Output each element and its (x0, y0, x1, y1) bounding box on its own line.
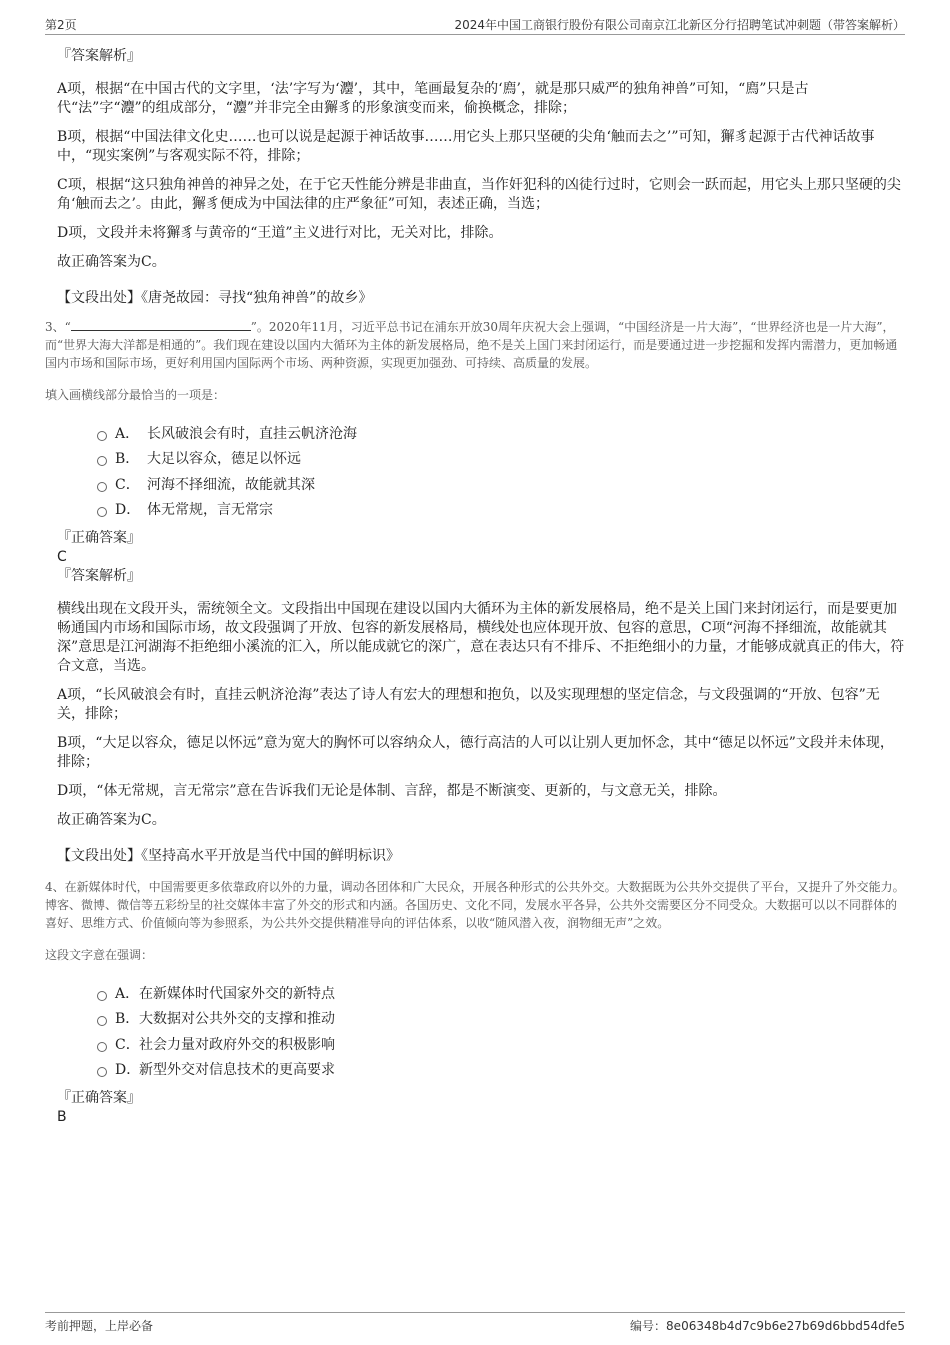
footer-slogan: 考前押题，上岸必备 (45, 1319, 154, 1333)
q3-analysis-a: A项，“长风破浪会有时，直挂云帆济沧海”表达了诗人有宏大的理想和抱负，以及实现理想的坚定信念，与文段强调的“开放、包容”无关，排除； (57, 687, 880, 722)
q3-stem (45, 318, 905, 372)
q3-option-c[interactable] (97, 471, 905, 497)
q3-stem-text: ”。2020年11月，习近平总书记在浦东开放30周年庆祝大会上强调，“中国经济是一片大海”，“世界经济也是一片大海”，而“世界大海大洋都是相通的”。我们现在建设以国内大循环为主体的新发展格局，绝不是关上国门来封闭运行，而是要通过进一步挖掘和发挥内需潜力，更加畅通国内市场和国际市场，更好利用国内国际两个市场、两种资源，实现更加强劲、可持续、高质量的发展。 (45, 320, 898, 370)
q3-option-b[interactable] (97, 446, 905, 472)
q2-analysis-a: A项，根据“在中国古代的文字里，‘法’字写为‘灋’，其中，笔画最复杂的‘廌’，就是那只威严的独角神兽”可知，“廌”只是古代“法”字“灋”的组成部分，“灋”并非完全由獬豸的形象演变而来，偷换概念，排除； (57, 81, 809, 116)
fill-blank-line (71, 320, 251, 331)
q4-stem: 4、在新媒体时代，中国需要更多依靠政府以外的力量，调动各团体和广大民众，开展各种形式的公共外交。大数据既为公共外交提供了平台，又提升了外交能力。博客、微博、微信等五彩纷呈的社交媒体丰富了外交的形式和内涵。各国历史、文化不同，发展水平各异，公共外交需要区分不同受众。大数据可以以不同群体的喜好、思维方式、价值倾向等为参照系，为公共外交提供精准导向的评估体系，以收“随风潜入夜，润物细无声”之效。 (45, 880, 905, 930)
option-text: 大数据对公共外交的支撑和推动 (139, 1011, 335, 1028)
document-code: 编号：8e06348b4d7c9b6e27b69d6bbd54dfe5 (630, 1319, 905, 1333)
option-text: 社会力量对政府外交的积极影响 (139, 1036, 335, 1053)
radio-icon[interactable] (97, 1067, 107, 1077)
q3-analysis-main: 横线出现在文段开头，需统领全文。文段指出中国现在建设以国内大循环为主体的新发展格局，绝不是关上国门来封闭运行，而是要更加畅通国内市场和国际市场，故文段强调了开放、包容的新发展格局，横线处也应体现开放、包容的意思，C项“河海不择细流，故能就其深”意思是江河湖海不拒绝细小溪流的汇入，所以能成就它的深广，意在表达只有不排斥、不拒绝细小的力量，才能够成就真正的伟大，符合文意，当选。 (57, 601, 905, 674)
option-letter: B． (115, 451, 140, 468)
radio-icon[interactable] (97, 1042, 107, 1052)
q3-answer-label: 『正确答案』 (57, 530, 141, 546)
option-letter: A． (115, 985, 140, 1002)
q2-analysis-d: D项，文段并未将獬豸与黄帝的“王道”主义进行对比，无关对比，排除。 (57, 225, 503, 241)
option-letter: C． (115, 476, 140, 493)
option-letter: C． (115, 1036, 140, 1053)
q4-answer: B (57, 1109, 67, 1125)
option-letter: A． (115, 425, 140, 442)
option-text: 河海不择细流，故能就其深 (147, 476, 315, 493)
option-text: 长风破浪会有时，直挂云帆济沧海 (147, 425, 357, 442)
q2-analysis-b: B项，根据“中国法律文化史……也可以说是起源于神话故事……用它头上那只坚硬的尖角‘触而去之’”可知，獬豸起源于古代神话故事中，“现实案例”与客观实际不符，排除； (57, 129, 875, 164)
option-text: 新型外交对信息技术的更高要求 (139, 1062, 335, 1079)
q3-prompt: 填入画横线部分最恰当的一项是： (45, 388, 226, 402)
option-text: 体无常规，言无常宗 (147, 502, 273, 519)
q4-answer-label: 『正确答案』 (57, 1090, 141, 1106)
q3-option-d[interactable] (97, 497, 905, 523)
q4-options (97, 980, 905, 1082)
page-footer (45, 1312, 905, 1335)
q4-option-b[interactable] (97, 1006, 905, 1032)
q4-option-c[interactable] (97, 1031, 905, 1057)
radio-icon[interactable] (97, 456, 107, 466)
q3-conclusion: 故正确答案为C。 (57, 812, 166, 828)
radio-icon[interactable] (97, 991, 107, 1001)
q2-conclusion: 故正确答案为C。 (57, 254, 166, 270)
q3-answer: C (57, 549, 67, 565)
q3-number: 3、“ (45, 320, 71, 334)
q3-analysis-d: D项，“体无常规，言无常宗”意在告诉我们无论是体制、言辞，都是不断演变、更新的，与文意无关，排除。 (57, 783, 727, 799)
q3-analysis-b: B项，“大足以容众，德足以怀远”意为宽大的胸怀可以容纳众人，德行高洁的人可以让别人更加怀念，其中“德足以怀远”文段并未体现，排除； (57, 735, 894, 770)
option-letter: D． (115, 502, 141, 519)
q3-options (97, 420, 905, 522)
document-title: 2024年中国工商银行股份有限公司南京江北新区分行招聘笔试冲刺题（带答案解析） (454, 18, 905, 32)
radio-icon[interactable] (97, 1016, 107, 1026)
q3-source: 【文段出处】《坚持高水平开放是当代中国的鲜明标识》 (57, 848, 400, 864)
option-text: 在新媒体时代国家外交的新特点 (139, 985, 335, 1002)
option-letter: D． (115, 1062, 141, 1079)
radio-icon[interactable] (97, 482, 107, 492)
page-content (45, 46, 905, 1126)
option-letter: B． (115, 1011, 140, 1028)
radio-icon[interactable] (97, 431, 107, 441)
q2-analysis-label: 『答案解析』 (57, 48, 141, 64)
q2-source: 【文段出处】《唐尧故园：寻找“独角神兽”的故乡》 (57, 290, 373, 306)
q3-option-a[interactable] (97, 420, 905, 446)
page-header (45, 14, 905, 35)
q4-option-a[interactable] (97, 980, 905, 1006)
q3-analysis-label: 『答案解析』 (57, 568, 141, 584)
option-text: 大足以容众，德足以怀远 (147, 451, 301, 468)
radio-icon[interactable] (97, 507, 107, 517)
page-number: 第2页 (45, 18, 77, 32)
q4-prompt: 这段文字意在强调： (45, 948, 154, 962)
q4-option-d[interactable] (97, 1057, 905, 1083)
q2-analysis-c: C项，根据“这只独角神兽的神异之处，在于它天性能分辨是非曲直，当作奸犯科的凶徒行过时，它则会一跃而起，用它头上那只坚硬的尖角‘触而去之’。由此，獬豸便成为中国法律的庄严象征”可知，表述正确，当选； (57, 177, 901, 212)
